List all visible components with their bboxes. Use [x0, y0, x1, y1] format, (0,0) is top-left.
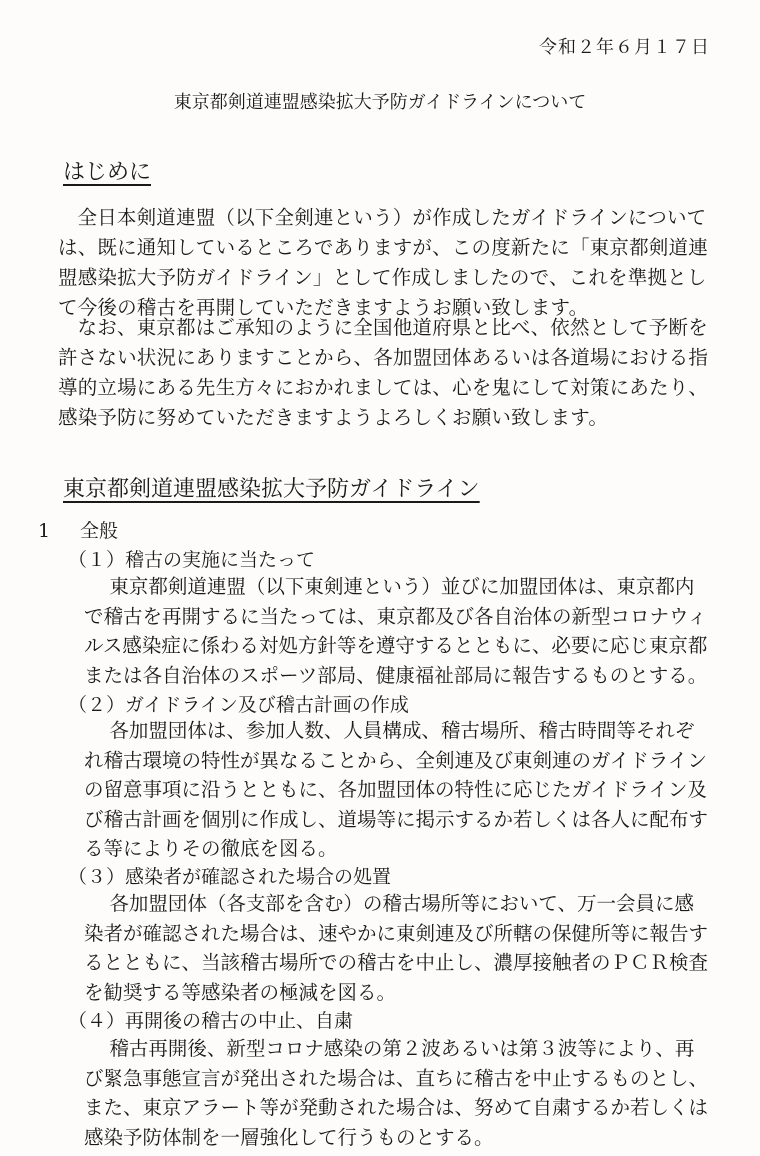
intro-heading: はじめに	[63, 160, 152, 185]
intro-paragraph: 全日本剣道連盟（以下全剣連という）が作成したガイドラインについては、既に通知しているところでありますが、この度新たに「東京都剣道連盟感染拡大予防ガイドライン」として作成しましたので、これを準拠として今後の稽古を再開していただきますようお願い致します。	[58, 206, 708, 319]
subsection-body: 各加盟団体は、参加人数、人員構成、稽古場所、稽古時間等それぞれ稽古環境の特性が異なることから、全剣連及び東剣連のガイドラインの留意事項に沿うとともに、各加盟団体の特性に応じたガイドライン及び稽古計画を個別に作成し、道場等に掲示するか若しくは各人に配布する等によりその徹底を図る。	[84, 719, 709, 860]
document-title: 東京都剣道連盟感染拡大予防ガイドラインについて	[173, 92, 587, 113]
intro-paragraph: なお、東京都はご承知のように全国他道府県と比べ、依然として予断を許さない状況にありますことから、各加盟団体あるいは各道場における指導的立場にある先生方々におかれましては、心を鬼にして対策にあたり、感染予防に努めていただきますようよろしくお願い致します。	[58, 316, 709, 429]
subsection-title: （１）稽古の実施に当たって	[68, 549, 316, 571]
subsection-title: （４）再開後の稽古の中止、自粛	[68, 1010, 354, 1032]
subsection-title: （３）感染者が確認された場合の処置	[68, 866, 392, 888]
section-number: 1	[38, 520, 51, 542]
section-1-title	[38, 516, 118, 543]
subsection-body: 東京都剣道連盟（以下東剣連という）並びに加盟団体は、東京都内で稽古を再開するに当たっては、東京都及び各自治体の新型コロナウィルス感染症に係わる対処方針等を遵守するとともに、必要に応じ東京都または各自治体のスポーツ部局、健康福祉部局に報告するものとする。	[84, 575, 708, 687]
subsection-title: （２）ガイドライン及び稽古計画の作成	[68, 694, 409, 716]
section-title: 全般	[80, 520, 119, 542]
subsection-body: 稽古再開後、新型コロナ感染の第２波あるいは第３波等により、再び緊急事態宣言が発出された場合は、直ちに稽古を中止するものとし、また、東京アラート等が発動された場合は、努めて自粛するか若しくは感染予防体制を一層強化して行うものとする。	[84, 1037, 709, 1149]
subsection-body: 各加盟団体（各支部を含む）の稽古場所等において、万一会員に感染者が確認された場合は、速やかに東剣連及び所轄の保健所等に報告するとともに、当該稽古場所での稽古を中止し、濃厚接触者のＰＣＲ検査を勧奨する等感染者の極減を図る。	[84, 892, 709, 1004]
guideline-heading: 東京都剣道連盟感染拡大予防ガイドライン	[63, 477, 480, 502]
document-date: 令和２年６月１７日	[539, 37, 710, 58]
